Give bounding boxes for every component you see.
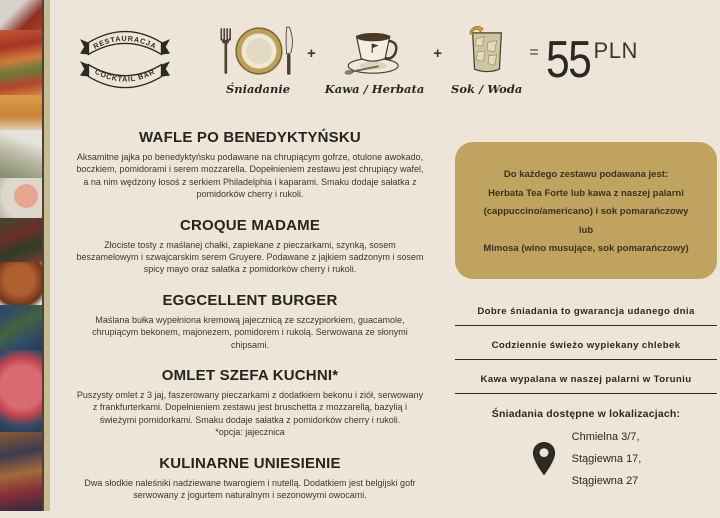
price: [545, 31, 638, 90]
photo-golden-waffle: [0, 95, 42, 130]
menu-item-nalesniki: [74, 455, 426, 502]
breakfast-plate-icon: [218, 23, 298, 79]
offer-item-juice: [451, 16, 522, 96]
locations-heading: Śniadania dostępne w lokalizacjach:: [491, 407, 681, 420]
menu-item-title: CROQUE MADAME: [179, 216, 321, 234]
photo-pancakes-berries: [0, 432, 42, 511]
tagline: Kawa wypalana w naszej palarni w Toruniu: [455, 374, 717, 394]
info-line: lub: [578, 224, 594, 236]
photo-blue-plate-salad: [0, 305, 42, 350]
equals-sign: =: [529, 44, 539, 61]
address-list: [572, 426, 642, 492]
logo-banner-bottom: COCKTAIL BAR: [93, 66, 157, 84]
menu-item-croque: [74, 217, 426, 276]
offer-label-breakfast: Śniadanie: [225, 82, 291, 96]
price-amount: 55: [545, 31, 590, 90]
menu-item-title: KULINARNE UNIESIENIE: [159, 454, 341, 472]
menu-item-omlet: [74, 367, 426, 439]
info-line: Herbata Tea Forte lub kawa z naszej palarni: [488, 187, 684, 199]
offer-item-coffee: [325, 16, 425, 96]
offer-label-juice: Sok / Woda: [451, 82, 523, 96]
address: Stągiewna 27: [571, 474, 639, 487]
info-line: Do każdego zestawu podawana jest:: [503, 169, 669, 180]
locations: [455, 408, 717, 492]
photo-waffle-salmon: [0, 30, 42, 95]
coffee-cup-icon: [338, 23, 412, 79]
photo-dumpling: [0, 130, 42, 178]
menu-item-note: *opcja: jajecznica: [215, 427, 285, 438]
menu-item-description: Złociste tosty z maślanej chałki, zapiekane z pieczarkami, szynką, sosem beszamelowym i szwajcarskim serem Gruyere. Podawane z jajkiem sadzonym i sosem spicy mayo oraz sałatka z pomidorków cherry i rukoli.: [76, 239, 424, 275]
tagline: Codziennie świeżo wypiekany chlebek: [455, 340, 717, 360]
photo-burger-bun: [0, 262, 42, 305]
photo-salad: [0, 218, 42, 262]
juice-glass-icon: [465, 23, 509, 79]
menu-item-description: Dwa słodkie naleśniki nadziewane twarogiem i nutellą. Dodatkiem jest belgijski gofr serwowany z jogurtem naturalnym i sezonowymi owocami.: [84, 477, 416, 501]
divider-bar: [42, 0, 50, 511]
plus-sign: +: [307, 45, 316, 62]
info-line: (cappuccino/americano) i sok pomarańczowy: [483, 206, 689, 218]
menu-item-description: Maślana bułka wypełniona kremową jajecznicą ze szczypiorkiem, guacamole, chrupiącym bekonem, majonezem, pomidorem i rukolą. Serwowana ze słonymi chipsami.: [92, 314, 408, 350]
address: Chmielna 3/7,: [571, 430, 640, 443]
offer-label-coffee: Kawa / Herbata: [324, 82, 425, 96]
map-pin-icon: [531, 441, 557, 477]
set-info-box: [455, 142, 717, 279]
menu-item-wafle: [74, 129, 426, 201]
photo-tartare: [0, 350, 42, 432]
menu-item-description: Aksamitne jajka po benedyktyńsku podawane na chrupiącym gofrze, otulone awokado, boczkiem, pomidorami i serem mozzarella. Dopełnieniem zestawu jest chrupiący wafel, a na nim wędzony łosoś z serkiem Philadelphia i kaparami. Smaku dodaje sałatka z pomidorków cherry i rukoli.: [76, 152, 424, 200]
right-column: [455, 142, 717, 492]
taglines: [455, 306, 717, 394]
menu-list: [74, 129, 426, 518]
menu-item-burger: [74, 292, 426, 351]
menu-item-title: EGGCELLENT BURGER: [162, 291, 338, 309]
menu-item-description: Puszysty omlet z 3 jaj, faszerowany pieczarkami z dodatkiem bekonu i ziół, serwowany z frankfurterkami. Dopełnieniem zestawu jest bruschetta z mozzarellą, bazylią i świeżymi pomidorkami. Smaku dodaje sałatka z pomidorków cherry i rukoli.: [76, 390, 424, 425]
tagline: Dobre śniadania to gwarancja udanego dnia: [455, 306, 717, 326]
menu-item-title: WAFLE PO BENEDYKTYŃSKU: [139, 129, 361, 146]
photo-plate-table: [0, 0, 42, 30]
price-currency: PLN: [593, 38, 638, 64]
photo-sauce-bowl: [0, 178, 42, 218]
address: Stągiewna 17,: [571, 452, 642, 465]
info-line: Mimosa (wino musujące, sok pomarańczowy): [483, 243, 689, 255]
locations-row: [455, 426, 717, 492]
plus-sign: +: [433, 45, 443, 62]
restaurant-logo: [74, 12, 176, 102]
offer-row: [218, 14, 688, 96]
menu-item-title: OMLET SZEFA KUCHNI*: [161, 367, 339, 385]
food-photo-strip: [0, 0, 42, 511]
offer-item-breakfast: [218, 16, 298, 96]
logo-banner-top: RESTAURACJA: [91, 33, 159, 51]
